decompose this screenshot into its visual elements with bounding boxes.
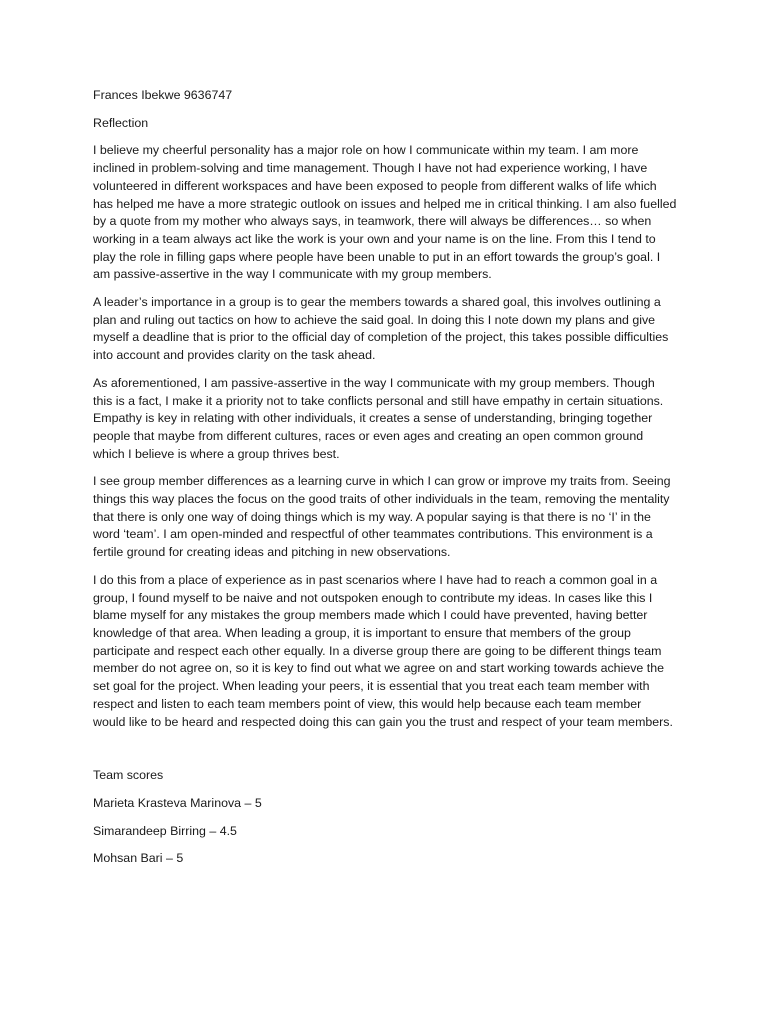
author-line: Frances Ibekwe 9636747 bbox=[93, 88, 233, 102]
document-title: Reflection bbox=[93, 115, 149, 130]
score-entry: Simarandeep Birring – 4.5 bbox=[93, 823, 237, 838]
paragraph-4: I see group member differences as a learning curve in which I can grow or improve my traits from. Seeing things this way places the focus on the good traits of other individuals in the team, removing the mentality that there is only one way of doing things which is my way. A popular saying is that there is no ‘I’ in the word ‘team’. I am open-minded and respectful of other teammates contributions. This environment is a fertile ground for creating ideas and pitching in new observations. bbox=[93, 474, 671, 560]
section-spacer bbox=[93, 741, 677, 767]
document-page bbox=[93, 87, 677, 878]
paragraph-5: I do this from a place of experience as in past scenarios where I have had to reach a common goal in a group, I found myself to be naive and not outspoken enough to contribute my ideas. In cases like this I blame myself for any mistakes the group members made which I could have prevented, having better knowledge of that area. When leading a group, it is important to ensure that members of the group participate and respect each other equally. In a diverse group there are going to be different things team member do not agree on, so it is key to find out what we agree on and start working towards achieve the set goal for the project. When leading your peers, it is essential that you treat each team member with respect and listen to each team members point of view, this would help because each team member would like to be heard and respected doing this can gain you the trust and respect of your team members. bbox=[93, 572, 673, 729]
paragraph-2: A leader’s importance in a group is to gear the members towards a shared goal, this involves outlining a plan and ruling out tactics on how to achieve the said goal. In doing this I note down my plans and give myself a deadline that is prior to the official day of completion of the project, this takes possible difficulties into account and provides clarity on the task ahead. bbox=[93, 295, 669, 363]
score-entry: Mohsan Bari – 5 bbox=[93, 851, 184, 866]
paragraph-3: As aforementioned, I am passive-assertive in the way I communicate with my group members. Though this is a fact, I make it a priority not to take conflicts personal and still have empathy in certain situations. Empathy is key in relating with other individuals, it creates a sense of understanding, bringing together people that maybe from different cultures, races or even ages and creating an open common ground which I believe is where a group thrives best. bbox=[93, 375, 664, 461]
team-scores-heading: Team scores bbox=[93, 768, 164, 783]
paragraph-1: I believe my cheerful personality has a major role on how I communicate within my team. I am more inclined in problem-solving and time management. Though I have not had experience working, I have volunteered in different workspaces and have been exposed to people from different walks of life which has helped me have a more strategic outlook on issues and helped me in critical thinking. I am also fuelled by a quote from my mother who always says, in teamwork, there will always be differences… so when working in a team always act like the work is your own and your name is on the line. From this I tend to play the role in filling gaps where people have been unable to put in an effort towards the group’s goal. I am passive-assertive in the way I communicate with my group members. bbox=[93, 143, 677, 282]
score-entry: Marieta Krasteva Marinova – 5 bbox=[93, 795, 262, 810]
